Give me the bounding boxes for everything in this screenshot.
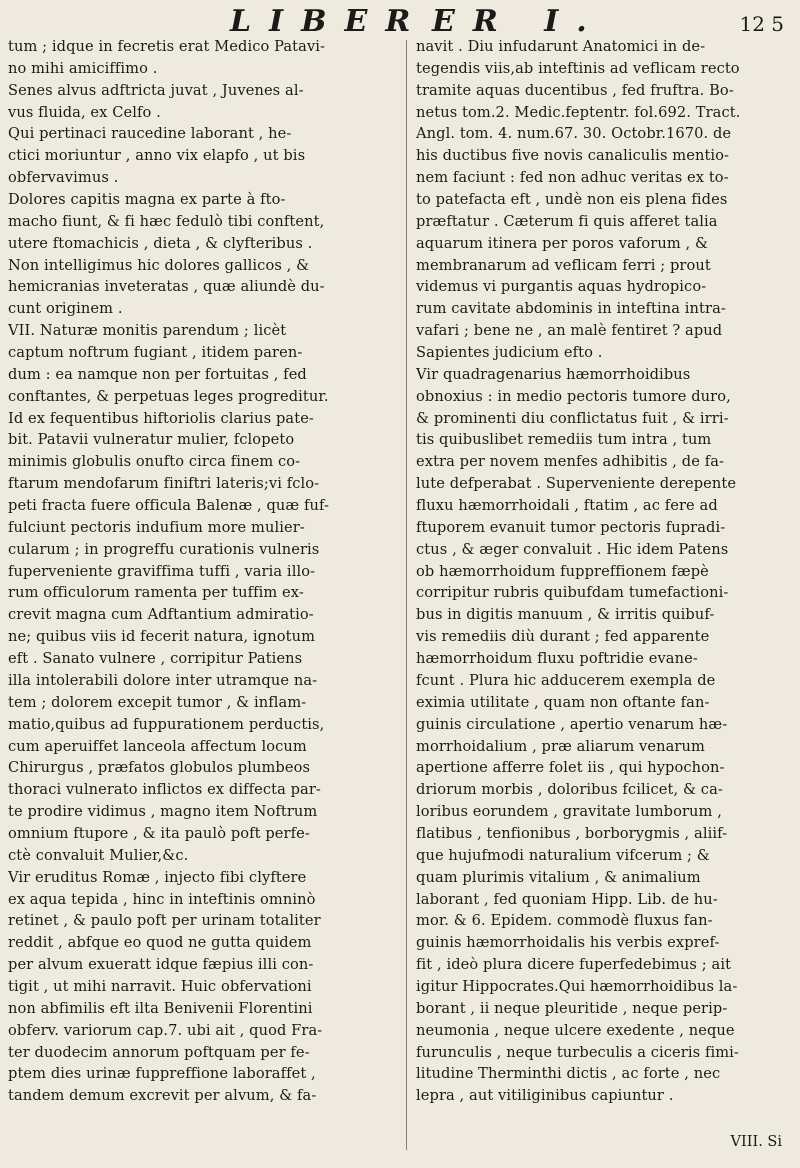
- text-line: thoraci vulnerato inflictos ex diffecta par-: [8, 781, 321, 799]
- text-line: vafari ; bene ne , an malè fentiret ? apud: [416, 322, 723, 340]
- text-line: te prodire vidimus , magno item Noftrum: [8, 803, 318, 821]
- text-line: & prominenti diu conflictatus fuit , & irri-: [416, 409, 729, 427]
- text-line: ctè convaluit Mulier,&c.: [8, 846, 189, 864]
- text-line: borant , ii neque pleuritide , neque perip-: [416, 999, 728, 1017]
- right-column: [416, 36, 794, 1107]
- text-line: obnoxius : in medio pectoris tumore duro,: [416, 387, 731, 405]
- text-line: conftantes, & perpetuas leges progreditur.: [8, 387, 329, 405]
- text-line: non abfimilis eft ilta Benivenii Florentini: [8, 999, 313, 1017]
- text-line: minimis globulis onufto circa finem co-: [8, 453, 301, 471]
- text-line: præftatur . Cæterum fi quis afferet talia: [416, 212, 718, 230]
- text-line: ne; quibus viis id fecerit natura, ignotum: [8, 628, 316, 646]
- text-line: peti fracta fuere officula Balenæ , quæ fuf-: [8, 497, 330, 515]
- text-line: rum officulorum ramenta per tuffim ex-: [8, 584, 304, 602]
- text-line: obfervavimus .: [8, 169, 119, 187]
- text-line: apertione afferre folet iis , qui hypochon-: [416, 759, 725, 777]
- text-line: dum : ea namque non per fortuitas , fed: [8, 365, 307, 383]
- text-line: laborant , fed quoniam Hipp. Lib. de hu-: [416, 890, 718, 908]
- text-line: Angl. tom. 4. num.67. 30. Octobr.1670. de: [416, 125, 732, 143]
- text-line: Senes alvus adftricta juvat , Juvenes al-: [8, 81, 304, 99]
- text-line: ptem dies urinæ fuppreffione laboraffet ,: [8, 1065, 316, 1083]
- text-line: guinis circulatione , apertio venarum hæ-: [416, 715, 728, 733]
- text-line: Qui pertinaci raucedine laborant , he-: [8, 125, 292, 143]
- text-line: his ductibus five novis canaliculis mentio-: [416, 147, 730, 165]
- text-line: neumonia , neque ulcere exedente , neque: [416, 1021, 735, 1039]
- text-line: membranarum ad veflicam ferri ; prout: [416, 256, 711, 274]
- text-line: quam plurimis vitalium , & animalium: [416, 868, 701, 886]
- text-line: eft . Sanato vulnere , corripitur Patiens: [8, 650, 303, 668]
- text-line: no mihi amiciffimo .: [8, 59, 158, 77]
- text-line: omnium ftupore , & ita paulò poft perfe-: [8, 824, 310, 842]
- text-line: loribus eorundem , gravitate lumborum ,: [416, 803, 722, 821]
- text-line: reddit , abfque eo quod ne gutta quidem: [8, 934, 312, 952]
- text-line: ctus , & æger convaluit . Hic idem Patens: [416, 540, 729, 558]
- text-line: morrhoidalium , præ aliarum venarum: [416, 737, 705, 755]
- text-line: illa intolerabili dolore inter utramque na-: [8, 671, 318, 689]
- text-line: navit . Diu infudarunt Anatomici in de-: [416, 38, 706, 55]
- text-line: bit. Patavii vulneratur mulier, fclopeto: [8, 431, 295, 449]
- text-line: tem ; dolorem excepit tumor , & inflam-: [8, 693, 307, 711]
- running-header: [0, 4, 800, 40]
- text-line: que hujufmodi naturalium vifcerum ; &: [416, 846, 710, 864]
- text-line: ter duodecim annorum poftquam per fe-: [8, 1043, 310, 1061]
- text-line: macho fiunt, & fi hæc fedulò tibi conftent,: [8, 212, 325, 230]
- text-line: matio,quibus ad fuppurationem perductis,: [8, 715, 325, 733]
- text-line: VII. Naturæ monitis parendum ; licèt: [8, 322, 287, 340]
- text-line: Non intelligimus hic dolores gallicos , &: [8, 256, 310, 274]
- text-line: vis remediis diù durant ; fed apparente: [416, 628, 710, 646]
- text-line: cularum ; in progreffu curationis vulneris: [8, 540, 320, 558]
- header-left: LIBER: [230, 4, 429, 39]
- text-line: utere ftomachicis , dieta , & clyfteribus .: [8, 234, 313, 252]
- text-line: guinis hæmorrhoidalis his verbis expref-: [416, 934, 720, 952]
- text-line: to patefacta eft , undè non eis plena fides: [416, 191, 728, 209]
- text-line: Vir eruditus Romæ , injecto fibi clyftere: [8, 868, 307, 886]
- text-line: driorum morbis , doloribus fcilicet, & ca-: [416, 781, 723, 799]
- text-line: fcunt . Plura hic adducerem exempla de: [416, 671, 716, 689]
- text-line: ftuporem evanuit tumor pectoris fupradi-: [416, 518, 726, 536]
- text-line: lepra , aut vitiliginibus capiuntur .: [416, 1087, 674, 1105]
- text-line: Dolores capitis magna ex parte à fto-: [8, 191, 286, 209]
- text-line: lute defperabat . Superveniente derepente: [416, 475, 737, 493]
- text-line: ob hæmorrhoidum fuppreffionem fæpè: [416, 562, 709, 580]
- text-line: Vir quadragenarius hæmorrhoidibus: [416, 365, 691, 383]
- text-line: bus in digitis manuum , & irritis quibuf-: [416, 606, 715, 624]
- text-line: litudine Therminthi dictis , ac forte , nec: [416, 1065, 721, 1083]
- text-line: tramite aquas ducentibus , fed fruftra. Bo-: [416, 81, 734, 99]
- text-line: ctici moriuntur , anno vix elapfo , ut bis: [8, 147, 306, 165]
- text-line: fuperveniente graviffima tuffi , varia illo-: [8, 562, 316, 580]
- text-line: crevit magna cum Adftantium admiratio-: [8, 606, 314, 624]
- text-line: netus tom.2. Medic.feptentr. fol.692. Tract.: [416, 103, 741, 121]
- text-line: furunculis , neque turbeculis a ciceris fimi-: [416, 1043, 739, 1061]
- text-line: tandem demum excrevit per alvum, & fa-: [8, 1087, 317, 1105]
- text-line: fit , ideò plura dicere fuperfedebimus ; ait: [416, 956, 732, 974]
- text-line: extra per novem menfes adhibitis , de fa-: [416, 453, 725, 471]
- text-line: aquarum itinera per poros vaforum , &: [416, 234, 709, 252]
- text-line: eximia utilitate , quam non oftante fan-: [416, 693, 710, 711]
- text-line: cum aperuiffet lanceola affectum locum: [8, 737, 307, 755]
- text-line: fluxu hæmorrhoidali , ftatim , ac fere ad: [416, 497, 718, 515]
- text-line: ex aqua tepida , hinc in inteftinis omninò: [8, 890, 316, 908]
- text-line: igitur Hippocrates.Qui hæmorrhoidibus la-: [416, 977, 738, 995]
- text-line: tigit , ut mihi narravit. Huic obfervationi: [8, 977, 312, 995]
- text-line: corripitur rubris quibufdam tumefactioni-: [416, 584, 729, 602]
- text-line: tum ; idque in fecretis erat Medico Patavi-: [8, 38, 326, 55]
- text-line: hæmorrhoidum fluxu poftridie evane-: [416, 650, 698, 668]
- text-line: hemicranias inveteratas , quæ aliundè du-: [8, 278, 325, 296]
- text-line: retinet , & paulo poft per urinam totaliter: [8, 912, 321, 930]
- text-line: tegendis viis,ab inteftinis ad veflicam recto: [416, 59, 740, 77]
- text-line: obferv. variorum cap.7. ubi ait , quod Fra-: [8, 1021, 323, 1039]
- text-line: cunt originem .: [8, 300, 123, 318]
- text-line: ftarum mendofarum finiftri lateris;vi fclo-: [8, 475, 320, 493]
- text-line: videmus vi purgantis aquas hydropico-: [416, 278, 707, 296]
- column-divider: [406, 40, 407, 1150]
- text-line: Chirurgus , præfatos globulos plumbeos: [8, 759, 311, 777]
- left-column: [8, 36, 388, 1107]
- header-right: ER I.: [432, 4, 605, 39]
- catchword: VIII. Si: [730, 1134, 782, 1150]
- text-line: per alvum exueratt idque fæpius illi con-: [8, 956, 314, 974]
- text-line: tis quibuslibet remediis tum intra , tum: [416, 431, 712, 449]
- text-line: fulciunt pectoris indufium more mulier-: [8, 518, 305, 536]
- text-line: flatibus , tenfionibus , borborygmis , aliif-: [416, 824, 728, 842]
- text-line: captum noftrum fugiant , itidem paren-: [8, 344, 303, 362]
- text-line: vus fluida, ex Celfo .: [8, 103, 161, 121]
- text-line: Id ex fequentibus hiftoriolis clarius pate-: [8, 409, 314, 427]
- text-line: rum cavitate abdominis in inteftina intra-: [416, 300, 726, 318]
- page-number: 12 5: [739, 12, 784, 36]
- text-line: nem faciunt : fed non adhuc veritas ex to-: [416, 169, 729, 187]
- text-line: mor. & 6. Epidem. commodè fluxus fan-: [416, 912, 713, 930]
- text-line: Sapientes judicium efto .: [416, 344, 603, 362]
